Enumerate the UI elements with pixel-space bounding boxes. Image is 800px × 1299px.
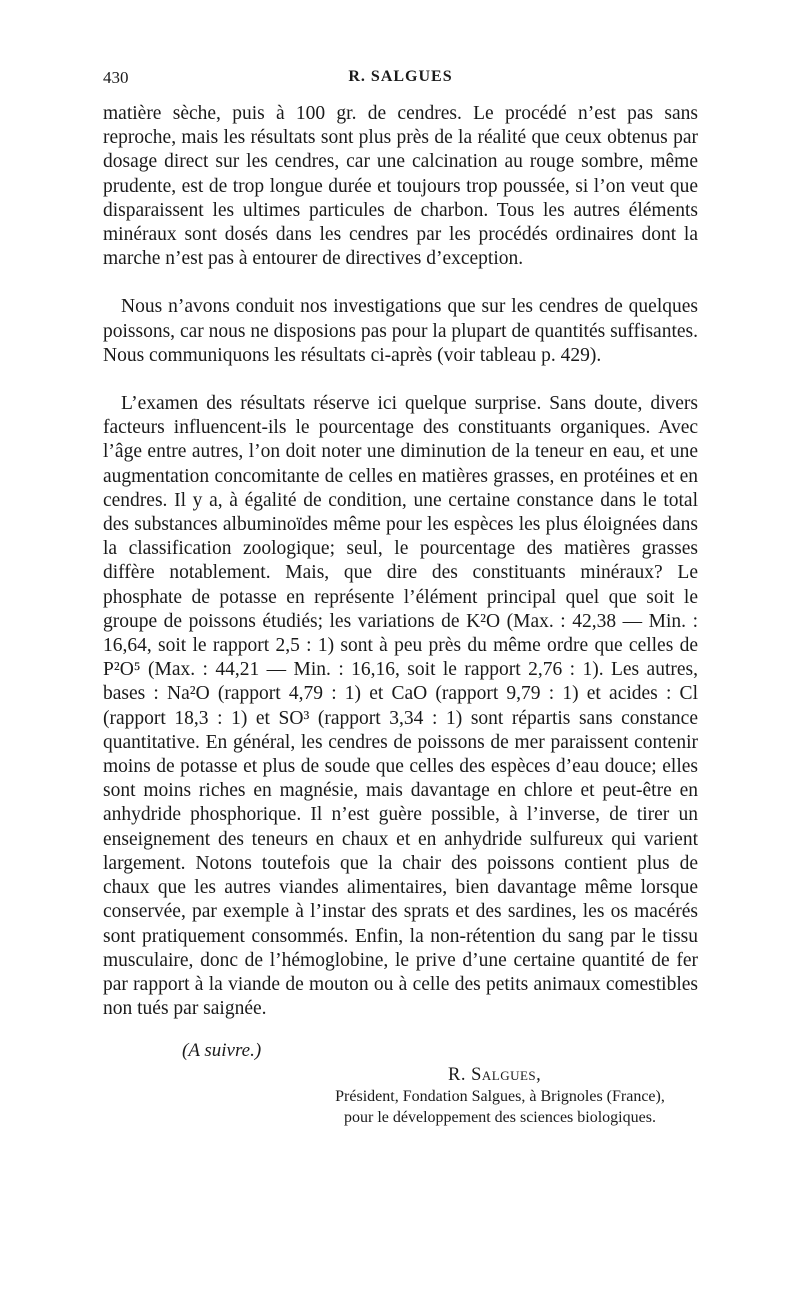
author-signature: R. Salgues,: [448, 1065, 542, 1085]
page-header: [103, 68, 698, 92]
page-number: 430: [103, 68, 129, 87]
affiliation-line-2: pour le développement des sciences biologiques.: [344, 1109, 656, 1126]
paragraph-1: matière sèche, puis à 100 gr. de cendres. Le procédé n’est pas sans reproche, mais les résultats sont plus près de la réalité que ceux obtenus par dosage direct sur les cendres, car une calcination au rouge sombre, même prudente, est de trop longue durée et toujours trop poussée, si l’on veut que disparaissent les ultimes particules de charbon. Tous les autres éléments minéraux sont dosés dans les cendres par les procédés ordinaires dont la marche n’est pas à entourer de directives d’exception.: [103, 103, 698, 270]
paragraph-2: Nous n’avons conduit nos investigations que sur les cendres de quelques poissons, car nous ne disposions pas pour la plupart de quantités suffisantes. Nous communiquons les résultats ci-après (voir tableau p. 429).: [103, 296, 698, 366]
author-affiliation: [310, 1086, 690, 1128]
running-head: R. SALGUES: [348, 68, 453, 85]
paragraph-3: L’examen des résultats réserve ici quelque surprise. Sans doute, divers facteurs influencent-ils le pourcentage des constituants organiques. Avec l’âge entre autres, l’on doit noter une diminution de la teneur en eau, et une augmentation concomitante de celles en matières grasses, en protéines et en cendres. Il y a, à égalité de condition, une certaine constance dans le total des substances albuminoïdes même pour les espèces les plus éloignées dans la classification zoologique; seul, le pourcentage des matières grasses diffère notablement. Mais, que dire des constituants minéraux? Le phosphate de potasse en représente l’élément principal quel que soit le groupe de poissons étudiés; les variations de K²O (Max. : 42,38 — Min. : 16,64, soit le rapport 2,5 : 1) sont à peu près du même ordre que celles de P²O⁵ (Max. : 44,21 — Min. : 16,16, soit le rapport 2,76 : 1). Les autres, bases : Na²O (rapport 4,79 : 1) et CaO (rapport 9,79 : 1) et acides : Cl (rapport 18,3 : 1) et SO³ (rapport 3,34 : 1) sont répartis sans constance quantitative. En général, les cendres de poissons de mer paraissent contenir moins de potasse et plus de soude que celles des espèces d’eau douce; elles sont moins riches en magnésie, mais davantage en chlore et peut-être en anhydride phosphorique. Il n’est guère possible, à l’inverse, de tirer un enseignement des teneurs en chaux et en anhydride sulfureux qui varient largement. Notons toutefois que la chair des poissons contient plus de chaux que les autres viandes alimentaires, bien davantage même lorsque conservée, par exemple à l’instar des sprats et des sardines, les os macérés sont pratiquement consommés. Enfin, la non-rétention du sang par le tissu musculaire, donc de l’hémoglobine, le prive d’une certaine quantité de fer par rapport à la viande de mouton ou à celle des petits animaux comestibles non tués par saignée.: [103, 393, 698, 1020]
to-be-continued: (A suivre.): [182, 1040, 262, 1061]
article-body: [103, 102, 698, 1021]
affiliation-line-1: Président, Fondation Salgues, à Brignoles (France),: [335, 1088, 665, 1105]
